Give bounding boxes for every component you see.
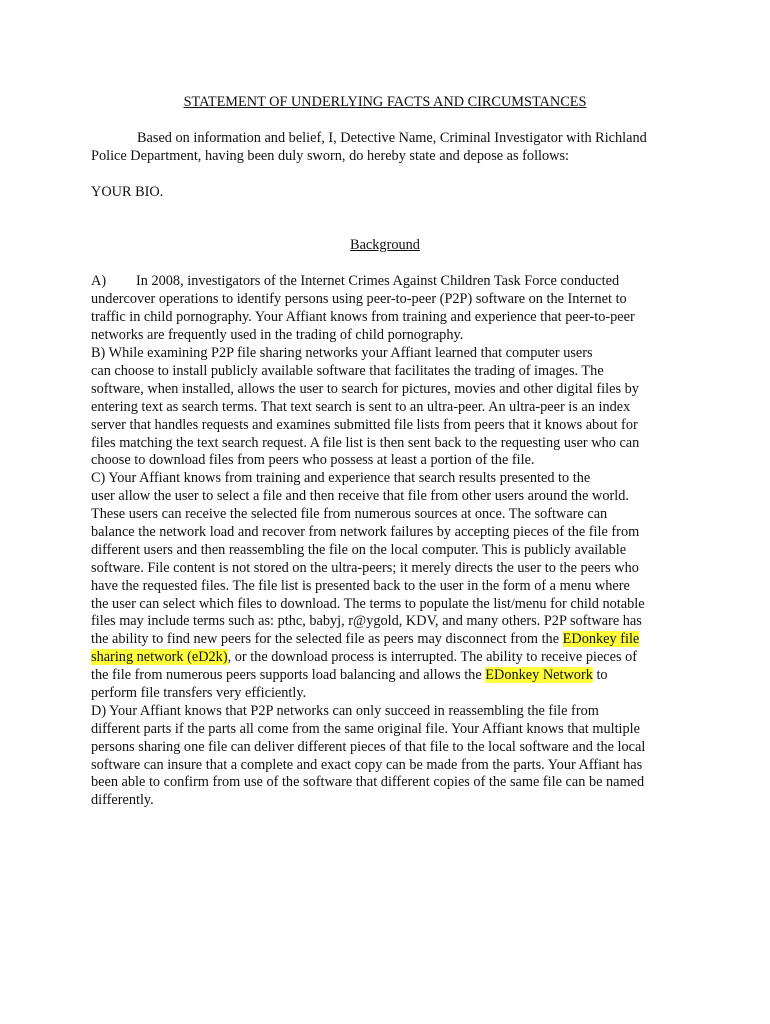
section-a-label: A) bbox=[91, 273, 107, 289]
section-d-line: different parts if the parts all come from the same original file. Your Affiant knows that multiple bbox=[91, 721, 640, 737]
section-c-line: These users can receive the selected file from numerous sources at once. The software can bbox=[91, 506, 608, 522]
section-b-line: software, when installed, allows the user to search for pictures, movies and other digital files by bbox=[91, 381, 639, 397]
section-c-text: the ability to find new peers for the selected file as peers may disconnect from the bbox=[91, 631, 563, 647]
section-b-line: files matching the text search request. A file list is then sent back to the requesting user who can bbox=[91, 435, 640, 451]
section-a-text: In 2008, investigators of the Internet Crimes Against Children Task Force conducted bbox=[136, 273, 620, 289]
section-b-line: entering text as search terms. That text search is sent to an ultra-peer. An ultra-peer is an index bbox=[91, 399, 631, 415]
section-b-line: server that handles requests and examines submitted file lists from peers that it knows about for bbox=[91, 417, 638, 433]
section-c-line: balance the network load and recover from network failures by accepting pieces of the file from bbox=[91, 524, 640, 540]
section-c-text: to bbox=[592, 667, 608, 683]
section-d-line: differently. bbox=[91, 792, 154, 808]
section-c-line: C) Your Affiant knows from training and experience that search results presented to the bbox=[91, 470, 591, 486]
section-d-line: been able to confirm from use of the software that different copies of the same file can be named bbox=[91, 774, 645, 790]
highlighted-term: EDonkey Network bbox=[485, 667, 593, 683]
highlighted-term: EDonkey file bbox=[562, 631, 640, 647]
section-b-line: B) While examining P2P file sharing networks your Affiant learned that computer users bbox=[91, 345, 593, 361]
section-c-line: have the requested files. The file list is presented back to the user in the form of a menu where bbox=[91, 578, 630, 594]
intro-line: Based on information and belief, I, Detective Name, Criminal Investigator with Richland bbox=[137, 130, 647, 146]
section-d-line: D) Your Affiant knows that P2P networks can only succeed in reassembling the file from bbox=[91, 703, 599, 719]
section-d-line: software can insure that a complete and exact copy can be made from the parts. Your Affiant has bbox=[91, 757, 643, 773]
section-c-text: the file from numerous peers supports load balancing and allows the bbox=[91, 667, 486, 683]
section-a-line bbox=[91, 273, 619, 290]
bio-text: YOUR BIO. bbox=[91, 184, 164, 200]
section-c-text: , or the download process is interrupted. The ability to receive pieces of bbox=[227, 649, 638, 665]
section-d-line: persons sharing one file can deliver different pieces of that file to the local software and the local bbox=[91, 739, 646, 755]
section-b-line: choose to download files from peers who possess at least a portion of the file. bbox=[91, 452, 535, 468]
section-c-line: different users and then reassembling the file on the local computer. This is publicly available bbox=[91, 542, 627, 558]
intro-line: Police Department, having been duly sworn, do hereby state and depose as follows: bbox=[91, 148, 570, 164]
section-c-line bbox=[91, 631, 639, 648]
section-a-line: traffic in child pornography. Your Affiant knows from training and experience that peer-to-peer bbox=[91, 309, 635, 325]
section-b-line: can choose to install publicly available software that facilitates the trading of images. The bbox=[91, 363, 604, 379]
section-c-line: user allow the user to select a file and then receive that file from other users around the world. bbox=[91, 488, 629, 504]
section-c-line: the user can select which files to download. The terms to populate the list/menu for child notable bbox=[91, 596, 645, 612]
document-title: STATEMENT OF UNDERLYING FACTS AND CIRCUMSTANCES bbox=[183, 94, 587, 110]
highlighted-term: sharing network (eD2k) bbox=[91, 649, 228, 665]
section-c-line: software. File content is not stored on the ultra-peers; it merely directs the user to the peers who bbox=[91, 560, 639, 576]
section-a-line: networks are frequently used in the trading of child pornography. bbox=[91, 327, 464, 343]
section-c-line bbox=[91, 667, 608, 684]
section-c-line bbox=[91, 649, 637, 666]
section-a-line: undercover operations to identify persons using peer-to-peer (P2P) software on the Internet to bbox=[91, 291, 627, 307]
section-c-line: files may include terms such as: pthc, babyj, r@ygold, KDV, and many others. P2P software has bbox=[91, 613, 642, 629]
background-heading: Background bbox=[350, 237, 420, 253]
section-c-line: perform file transfers very efficiently. bbox=[91, 685, 307, 701]
